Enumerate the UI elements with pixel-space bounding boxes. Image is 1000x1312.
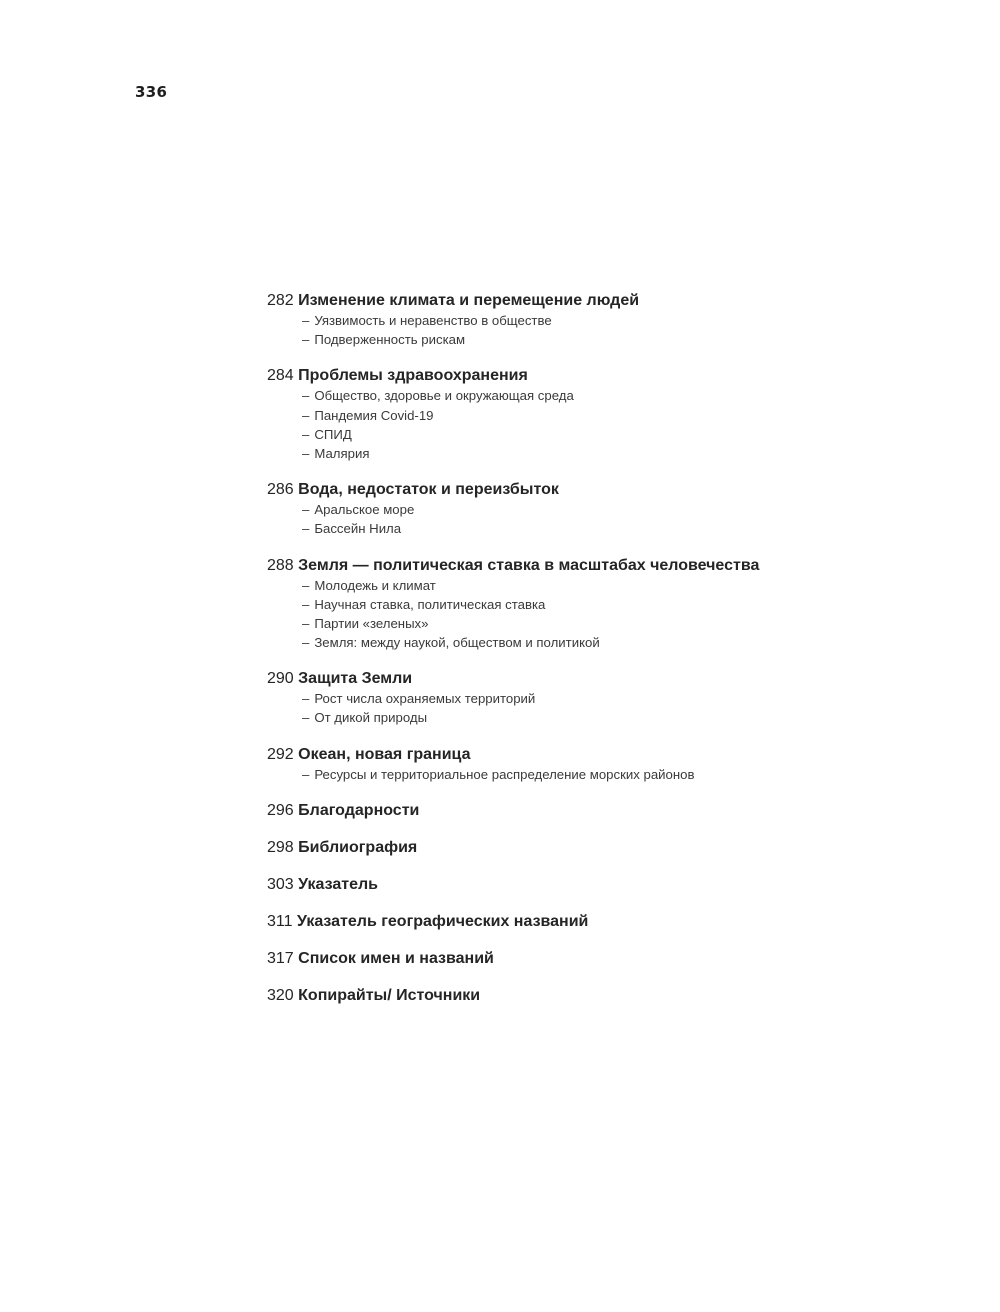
toc-section [267,669,967,727]
toc-page-number: 290 [267,670,294,688]
toc-page-number: 286 [267,481,294,499]
dash-bullet: – [302,691,310,707]
toc-section [267,875,967,895]
toc-subitem [302,330,967,349]
toc-section [267,480,967,538]
toc-section [267,366,967,463]
toc-subitem [302,519,967,538]
toc-subitem-label: Рост числа охраняемых территорий [314,691,536,707]
dash-bullet: – [302,388,310,404]
toc-section [267,986,967,1006]
toc-subitems [267,500,967,538]
toc-section-title: Указатель [298,875,378,893]
toc-section [267,801,967,821]
toc-heading [267,801,967,821]
toc-page-number: 292 [267,745,294,763]
dash-bullet: – [302,635,310,651]
toc-subitem [302,708,967,727]
toc-heading [267,366,967,386]
toc-subitem-label: Пандемия Covid-19 [314,407,434,423]
toc-heading [267,949,967,969]
toc-section [267,949,967,969]
toc-subitem [302,500,967,519]
toc-section-title: Океан, новая граница [298,745,471,763]
toc-heading [267,480,967,500]
page-number: 336 [135,83,168,101]
dash-bullet: – [302,445,310,461]
toc-subitem-label: Аральское море [314,502,415,518]
toc-section [267,912,967,932]
toc-subitems [267,765,967,784]
toc-subitem [302,595,967,614]
toc-subitem-label: Общество, здоровье и окружающая среда [314,388,574,404]
toc-subitem-label: Уязвимость и неравенство в обществе [314,313,552,328]
toc-heading [267,291,967,311]
toc-page-number: 311 [267,912,293,930]
toc-subitem-label: Ресурсы и территориальное распределение морских районов [314,766,695,782]
toc-subitem [302,765,967,784]
toc-heading [267,875,967,895]
toc-page-number: 296 [267,801,294,819]
dash-bullet: – [302,332,310,348]
toc-section-title: Указатель географических названий [296,912,589,930]
toc-heading [267,912,967,932]
toc-subitem [302,444,967,463]
toc-section-title: Вода, недостаток и переизбыток [298,481,559,499]
toc-section-title: Список имен и названий [298,949,494,967]
toc-section-title: Защита Земли [298,670,413,688]
dash-bullet: – [302,313,310,328]
toc-subitems [267,576,967,653]
dash-bullet: – [302,577,310,593]
toc-page-number: 282 [267,292,294,309]
toc-subitem-label: Бассейн Нила [314,521,402,537]
dash-bullet: – [302,426,310,442]
toc-section-title: Благодарности [298,801,420,819]
toc-section [267,291,967,349]
toc-heading [267,556,967,576]
toc-heading [267,986,967,1006]
toc-section-title: Земля — политическая ставка в масштабах человечества [298,556,760,574]
toc-subitems [267,311,967,349]
toc-subitem-label: Земля: между наукой, обществом и политикой [314,635,600,651]
toc-page-number: 298 [267,838,294,856]
toc-subitem [302,576,967,595]
toc-subitem [302,614,967,633]
toc-heading [267,669,967,689]
toc-subitem [302,386,967,405]
toc-subitem [302,689,967,708]
toc-page-number: 303 [267,875,294,893]
toc-subitem [302,406,967,425]
dash-bullet: – [302,766,310,782]
toc-section-title: Проблемы здравоохранения [298,367,528,385]
dash-bullet: – [302,521,310,537]
toc-section [267,838,967,858]
toc-subitem-label: Партии «зеленых» [314,615,429,631]
toc-subitem-label: Малярия [314,445,370,461]
toc-section [267,745,967,784]
dash-bullet: – [302,502,310,518]
dash-bullet: – [302,596,310,612]
toc-section [267,556,967,653]
dash-bullet: – [302,407,310,423]
toc-subitem-label: От дикой природы [314,710,428,726]
toc-heading [267,745,967,765]
toc-section-title: Библиография [298,838,418,856]
toc-heading [267,838,967,858]
toc-section-title: Копирайты/ Источники [298,986,481,1004]
toc-page-number: 288 [267,556,294,574]
toc-subitems [267,689,967,727]
toc-subitem-label: Подверженность рискам [314,332,466,348]
toc-section-title: Изменение климата и перемещение людей [298,292,640,309]
dash-bullet: – [302,615,310,631]
dash-bullet: – [302,710,310,726]
toc-subitem-label: Научная ставка, политическая ставка [314,596,546,612]
toc-subitem-label: Молодежь и климат [314,577,436,593]
toc-page-number: 320 [267,986,294,1004]
toc-subitems [267,386,967,463]
toc-page-number: 317 [267,949,294,967]
toc-page-number: 284 [267,367,294,385]
toc-subitem [302,311,967,330]
toc-subitem-label: СПИД [314,426,352,442]
table-of-contents [267,291,967,1023]
toc-subitem [302,633,967,652]
toc-subitem [302,425,967,444]
